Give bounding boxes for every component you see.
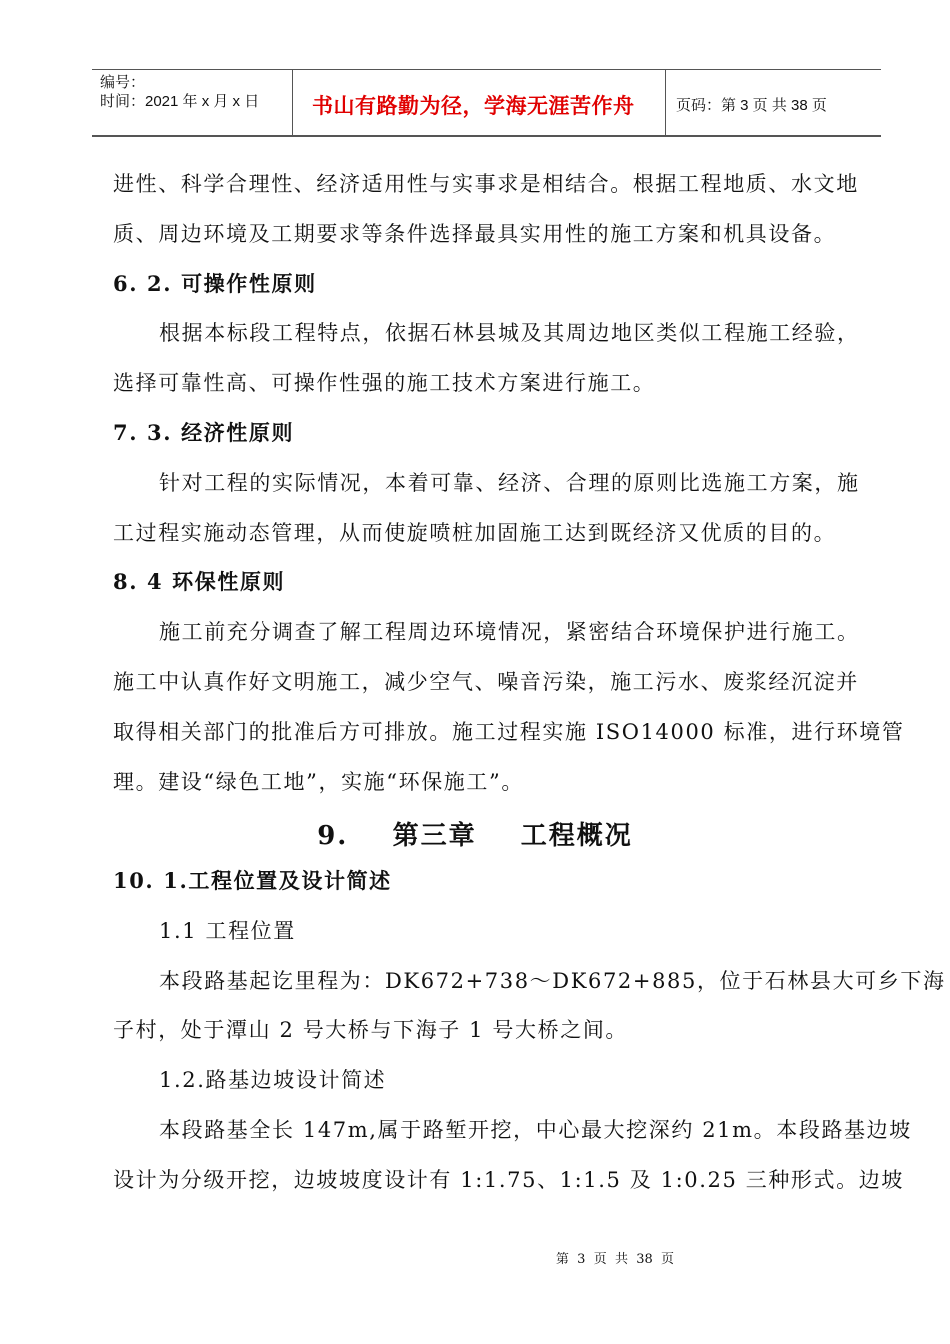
section-heading: 7. 3. 经济性原则 bbox=[113, 420, 295, 445]
paragraph-line: 1.1 工程位置 bbox=[159, 918, 296, 943]
paragraph-line: 施工中认真作好文明施工，减少空气、噪音污染，施工污水、废浆经沉淀并 bbox=[113, 670, 859, 694]
header-page-info: 页码：第 3 页 共 38 页 bbox=[676, 97, 827, 114]
header-bottom-rule bbox=[92, 135, 881, 137]
paragraph-line: 选择可靠性高、可操作性强的施工技术方案进行施工。 bbox=[113, 371, 656, 396]
paragraph-line: 本段路基全长 147m,属于路堑开挖，中心最大挖深约 21m。本段路基边坡 bbox=[159, 1118, 912, 1142]
paragraph-line: 工过程实施动态管理，从而使旋喷桩加固施工达到既经济又优质的目的。 bbox=[113, 520, 837, 545]
section-heading: 6. 2. 可操作性原则 bbox=[113, 270, 317, 296]
header-divider bbox=[292, 69, 293, 136]
paragraph-line: 针对工程的实际情况，本着可靠、经济、合理的原则比选施工方案，施 bbox=[159, 470, 860, 495]
document-time: 时间：2021 年 x 月 x 日 bbox=[100, 93, 260, 110]
paragraph-line: 1.2.路基边坡设计简述 bbox=[159, 1068, 387, 1093]
paragraph-line: 子村，处于潭山 2 号大桥与下海子 1 号大桥之间。 bbox=[113, 1018, 629, 1043]
paragraph-line: 进性、科学合理性、经济适用性与实事求是相结合。根据工程地质、水文地 bbox=[113, 172, 859, 196]
paragraph-line: 设计为分级开挖，边坡坡度设计有 1:1.75、1:1.5 及 1:0.25 三种形式。边坡 bbox=[113, 1167, 904, 1192]
chapter-title: 9. 第三章 工程概况 bbox=[317, 821, 633, 851]
header-divider bbox=[665, 69, 666, 136]
page-footer: 第 3 页 共 38 页 bbox=[555, 1252, 675, 1267]
header-motto: 书山有路勤为径，学海无涯苦作舟 bbox=[312, 94, 635, 118]
paragraph-line: 质、周边环境及工期要求等条件选择最具实用性的施工方案和机具设备。 bbox=[113, 221, 837, 246]
paragraph-line: 施工前充分调查了解工程周边环境情况，紧密结合环境保护进行施工。 bbox=[159, 620, 860, 645]
paragraph-line: 根据本标段工程特点，依据石林县城及其周边地区类似工程施工经验， bbox=[159, 321, 860, 346]
paragraph-line: 理。建设“绿色工地”，实施“环保施工”。 bbox=[113, 769, 524, 794]
paragraph-line: 本段路基起讫里程为：DK672+738～DK672+885，位于石林县大可乡下海 bbox=[159, 968, 946, 993]
paragraph-line: 取得相关部门的批准后方可排放。施工过程实施 ISO14000 标准，进行环境管 bbox=[113, 719, 905, 744]
section-heading: 8. 4 环保性原则 bbox=[113, 569, 286, 595]
document-number-label: 编号： bbox=[100, 74, 146, 91]
header-top-rule bbox=[92, 69, 881, 70]
section-heading: 10. 1.工程位置及设计简述 bbox=[113, 868, 392, 893]
